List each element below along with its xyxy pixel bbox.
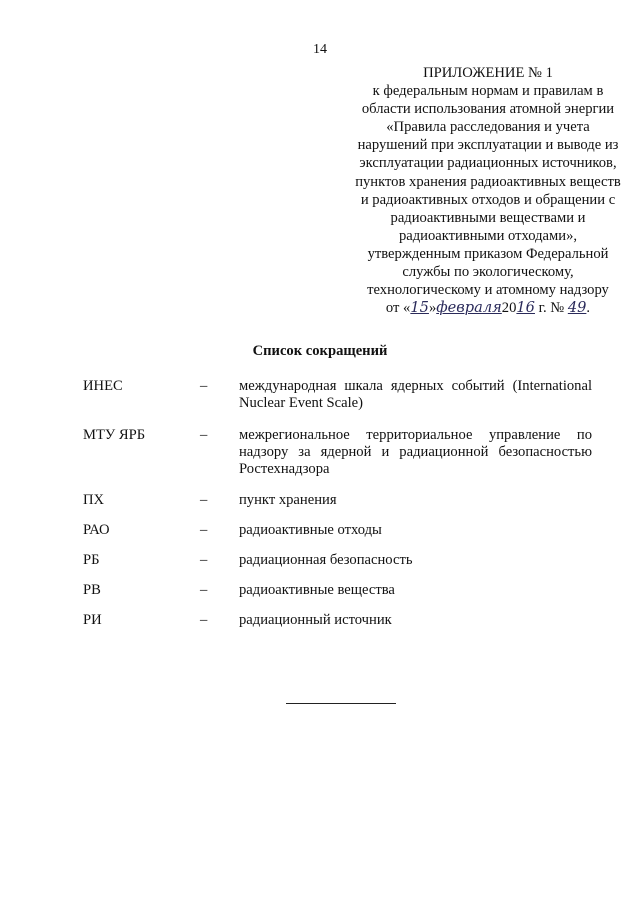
appendix-line: технологическому и атомному надзору — [367, 282, 609, 299]
date-end: . — [586, 300, 591, 317]
appendix-header — [338, 64, 638, 317]
section-title: Список сокращений — [252, 343, 388, 359]
dash-separator: – — [200, 378, 208, 394]
abbreviation-definition: радиационная безопасность — [239, 552, 413, 568]
abbreviation-term: ПХ — [83, 492, 105, 508]
dash-separator: – — [200, 427, 208, 443]
order-date-line — [338, 299, 638, 317]
abbreviation-term: ИНЕС — [83, 378, 123, 394]
abbreviation-definition: радиационный источник — [239, 612, 392, 628]
abbreviation-definition: межрегиональное территориальное управление по надзору за ядерной и радиационной безопасностью Ростехнадзора — [239, 427, 592, 477]
handwritten-year: 16 — [516, 299, 535, 317]
abbreviation-term: МТУ ЯРБ — [83, 427, 146, 443]
dash-separator: – — [200, 552, 208, 568]
handwritten-number: 49 — [567, 299, 587, 317]
abbreviation-term: РИ — [83, 612, 102, 628]
year-prefix: 20 — [501, 300, 517, 317]
appendix-line: области использования атомной энергии — [361, 101, 615, 118]
dash-separator: – — [200, 522, 208, 538]
abbreviation-term: РВ — [83, 582, 101, 598]
appendix-line: к федеральным нормам и правилам в — [372, 83, 604, 100]
appendix-line: радиоактивными веществами и — [390, 209, 586, 226]
date-prefix: от « — [385, 300, 411, 317]
appendix-title: ПРИЛОЖЕНИЕ № 1 — [423, 65, 553, 81]
end-divider-line — [286, 703, 396, 704]
handwritten-month: февраля — [436, 299, 502, 317]
appendix-line: эксплуатации радиационных источников, — [359, 155, 617, 172]
abbreviation-definition: пункт хранения — [239, 492, 337, 508]
abbreviation-definition: радиоактивные вещества — [239, 582, 395, 598]
dash-separator: – — [200, 492, 208, 508]
appendix-line: утвержденным приказом Федеральной — [367, 245, 609, 262]
appendix-line: пунктов хранения радиоактивных веществ — [355, 173, 621, 190]
number-prefix: г. № — [534, 300, 568, 317]
abbreviation-term: РБ — [83, 552, 100, 568]
appendix-line: нарушений при эксплуатации и выводе из — [357, 137, 619, 154]
appendix-line: радиоактивными отходами», — [398, 227, 578, 244]
page-number: 14 — [313, 42, 327, 57]
abbreviation-definition: радиоактивные отходы — [239, 522, 382, 538]
dash-separator: – — [200, 612, 208, 628]
dash-separator: – — [200, 582, 208, 598]
appendix-line: «Правила расследования и учета — [386, 119, 590, 136]
appendix-line: службы по экологическому, — [402, 264, 574, 281]
date-quote: » — [428, 300, 437, 317]
abbreviation-term: РАО — [83, 522, 110, 538]
handwritten-day: 15 — [410, 299, 429, 317]
appendix-line: и радиоактивных отходов и обращении с — [360, 191, 616, 208]
abbreviation-definition: международная шкала ядерных событий (International Nuclear Event Scale) — [239, 378, 592, 411]
